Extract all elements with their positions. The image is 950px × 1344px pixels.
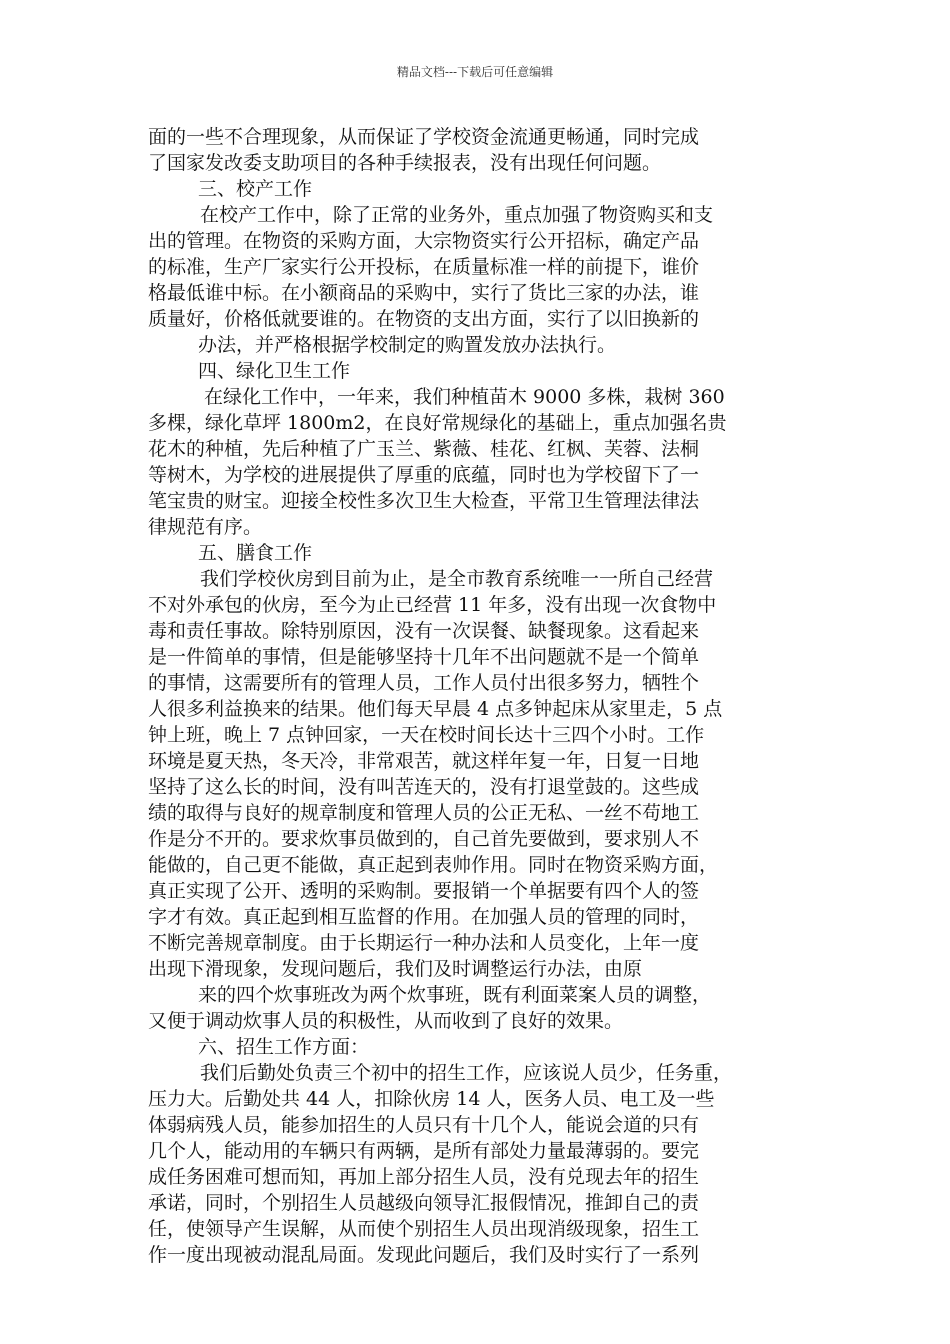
text-line: 又便于调动炊事人员的积极性，从而收到了良好的效果。 (148, 1010, 624, 1032)
text-line: 不对外承包的伙房，至今为止已经营 11 年多，没有出现一次食物中 (148, 594, 717, 616)
text-line: 花木的种植，先后种植了广玉兰、紫薇、桂花、红枫、芙蓉、法桐 (148, 438, 700, 460)
text-line: 的标准，生产厂家实行公开投标，在质量标准一样的前提下，谁价 (148, 256, 700, 278)
text-line: 律规范有序。 (148, 516, 263, 538)
text-line: 在绿化工作中，一年来，我们种植苗木 9000 多株，栽树 360 (204, 386, 725, 408)
section-heading: 三、校产工作 (198, 178, 313, 200)
text-line: 质量好，价格低就要谁的。在物资的支出方面，实行了以旧换新的 (148, 308, 700, 330)
text-line: 笔宝贵的财宝。迎接全校性多次卫生大检查，平常卫生管理法律法 (148, 490, 700, 512)
text-line: 在校产工作中，除了正常的业务外，重点加强了物资购买和支 (200, 204, 714, 226)
text-line: 字才有效。真正起到相互监督的作用。在加强人员的管理的同时， (148, 906, 700, 928)
text-line: 多棵，绿化草坪 1800m2，在良好常规绿化的基础上，重点加强名贵 (148, 412, 727, 434)
text-line: 我们学校伙房到目前为止，是全市教育系统唯一一所自己经营 (200, 568, 714, 590)
text-line: 真正实现了公开、透明的采购制。要报销一个单据要有四个人的签 (148, 880, 700, 902)
text-line: 作一度出现被动混乱局面。发现此问题后，我们及时实行了一系列 (148, 1244, 700, 1266)
text-line: 成任务困难可想而知，再加上部分招生人员，没有兑现去年的招生 (148, 1166, 700, 1188)
text-line: 环境是夏天热，冬天冷，非常艰苦，就这样年复一年，日复一日地 (148, 750, 700, 772)
text-line: 格最低谁中标。在小额商品的采购中，实行了货比三家的办法，谁 (148, 282, 700, 304)
text-line: 出现下滑现象，发现问题后，我们及时调整运行办法，由原 (148, 958, 643, 980)
text-line: 出的管理。在物资的采购方面，大宗物资实行公开招标，确定产品 (148, 230, 700, 252)
document-body (148, 124, 828, 1268)
text-line: 面的一些不合理现象，从而保证了学校资金流通更畅通，同时完成 (148, 126, 700, 148)
text-line: 等树木，为学校的进展提供了厚重的底蕴，同时也为学校留下了一 (148, 464, 700, 486)
text-line: 作是分不开的。要求炊事员做到的，自己首先要做到，要求别人不 (148, 828, 700, 850)
text-line: 来的四个炊事班改为两个炊事班，既有利面菜案人员的调整， (198, 984, 712, 1006)
section-heading: 六、招生工作方面： (198, 1036, 370, 1058)
text-line: 能做的，自己更不能做，真正起到表帅作用。同时在物资采购方面， (148, 854, 719, 876)
text-line: 是一件简单的事情，但是能够坚持十几年不出问题就不是一个简单 (148, 646, 700, 668)
text-line: 钟上班，晚上 7 点钟回家，一天在校时间长达十三四个小时。工作 (148, 724, 705, 746)
section-heading: 四、绿化卫生工作 (198, 360, 351, 382)
text-line: 不断完善规章制度。由于长期运行一种办法和人员变化，上年一度 (148, 932, 700, 954)
text-line: 人很多利益换来的结果。他们每天早晨 4 点多钟起床从家里走，5 点 (148, 698, 723, 720)
text-line: 坚持了这么长的时间，没有叫苦连天的，没有打退堂鼓的。这些成 (148, 776, 700, 798)
text-line: 的事情，这需要所有的管理人员，工作人员付出很多努力，牺牲个 (148, 672, 700, 694)
text-line: 承诺，同时，个别招生人员越级向领导汇报假情况，推卸自己的责 (148, 1192, 700, 1214)
page-header: 精品文档---下载后可任意编辑 (396, 65, 554, 79)
text-line: 毒和责任事故。除特别原因，没有一次误餐、缺餐现象。这看起来 (148, 620, 700, 642)
text-line: 任，使领导产生误解，从而使个别招生人员出现消级现象，招生工 (148, 1218, 700, 1240)
text-line: 压力大。后勤处共 44 人，扣除伙房 14 人，医务人员、电工及一些 (148, 1088, 715, 1110)
section-heading: 五、膳食工作 (198, 542, 313, 564)
text-line: 体弱病残人员，能参加招生的人员只有十几个人，能说会道的只有 (148, 1114, 700, 1136)
text-line: 我们后勤处负责三个初中的招生工作，应该说人员少，任务重， (200, 1062, 733, 1084)
text-line: 绩的取得与良好的规章制度和管理人员的公正无私、一丝不苟地工 (148, 802, 700, 824)
text-line: 几个人，能动用的车辆只有两辆，是所有部处力量最薄弱的。要完 (148, 1140, 700, 1162)
text-line: 了国家发改委支助项目的各种手续报表，没有出现任何问题。 (148, 152, 662, 174)
text-line: 办法，并严格根据学校制定的购置发放办法执行。 (198, 334, 617, 356)
